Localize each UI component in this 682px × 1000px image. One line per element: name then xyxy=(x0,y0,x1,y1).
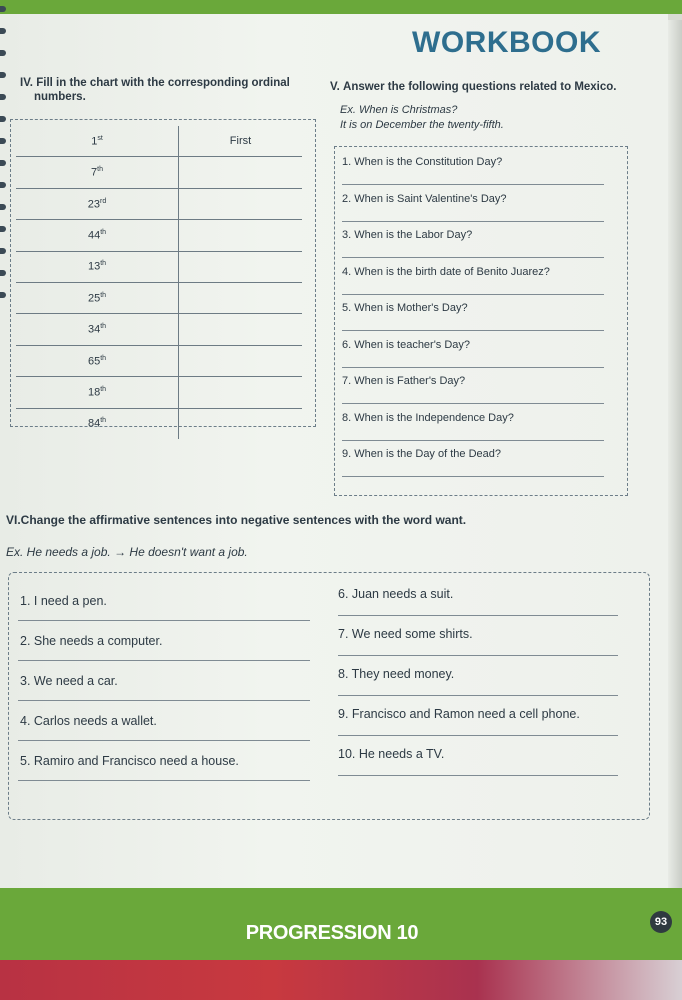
ordinal-word[interactable] xyxy=(179,282,303,313)
answer-line[interactable] xyxy=(18,660,310,661)
table-row xyxy=(16,408,302,439)
table-row xyxy=(16,377,302,408)
example-answer: It is on December the twenty-fifth. xyxy=(340,119,504,131)
question-text: 1. When is the Constitution Day? xyxy=(342,156,503,168)
ordinal-word[interactable] xyxy=(179,220,303,251)
ordinal-word[interactable]: First xyxy=(179,126,303,157)
answer-line[interactable] xyxy=(342,294,604,295)
answer-line[interactable] xyxy=(338,735,618,736)
answer-line[interactable] xyxy=(18,740,310,741)
workbook-title: WORKBOOK xyxy=(412,26,601,59)
ordinal-number: 7th xyxy=(16,157,179,188)
ordinal-number: 25th xyxy=(16,282,179,313)
question-text: 9. When is the Day of the Dead? xyxy=(342,448,501,460)
answer-line[interactable] xyxy=(342,476,604,477)
table-row xyxy=(16,251,302,282)
sentence-text: 3. We need a car. xyxy=(20,674,118,688)
table-row xyxy=(16,282,302,313)
ordinal-number: 65th xyxy=(16,345,179,376)
question-text: 6. When is teacher's Day? xyxy=(342,338,471,351)
ordinal-number: 44th xyxy=(16,220,179,251)
answer-line[interactable] xyxy=(342,330,604,331)
section-v-title: V. Answer the following questions related to Mexico. xyxy=(330,81,617,93)
sentence-text: 1. I need a pen. xyxy=(20,594,107,608)
answer-line[interactable] xyxy=(338,655,618,656)
sentence-text: 8. They need money. xyxy=(338,667,455,681)
table-row xyxy=(16,314,302,345)
answer-line[interactable] xyxy=(338,775,618,776)
top-green-bar xyxy=(0,0,682,14)
ordinal-number: 84th xyxy=(16,408,179,439)
ordinal-word[interactable] xyxy=(179,408,303,439)
question-text: 2. When is Saint Valentine's Day? xyxy=(342,192,507,205)
ordinal-word[interactable] xyxy=(179,345,303,376)
answer-line[interactable] xyxy=(338,615,618,616)
sentence-text: 9. Francisco and Ramon need a cell phone. xyxy=(338,707,580,721)
ordinal-word[interactable] xyxy=(179,251,303,282)
question-text: 3. When is the Labor Day? xyxy=(342,229,473,241)
table-row xyxy=(16,126,302,157)
sentence-text: 4. Carlos needs a wallet. xyxy=(20,714,157,728)
answer-line[interactable] xyxy=(342,221,604,222)
sentence-text: 5. Ramiro and Francisco need a house. xyxy=(20,754,239,768)
sentence-text: 10. He needs a TV. xyxy=(338,747,445,761)
section-vi-title: VI.Change the affirmative sentences into negative sentences with the word want. xyxy=(6,513,467,527)
table-row xyxy=(16,345,302,376)
ordinal-word[interactable] xyxy=(179,157,303,188)
ordinal-number: 23rd xyxy=(16,188,179,219)
question-text: 8. When is the Independence Day? xyxy=(342,411,514,424)
bottom-strip xyxy=(0,960,682,1000)
table-row xyxy=(16,157,302,188)
answer-line[interactable] xyxy=(342,184,604,185)
section-vi-box xyxy=(8,572,650,820)
table-row xyxy=(16,188,302,219)
answer-line[interactable] xyxy=(18,620,310,621)
sentence-text: 6. Juan needs a suit. xyxy=(338,587,454,601)
sentence-text: 2. She needs a computer. xyxy=(20,634,163,648)
sentence-text: 7. We need some shirts. xyxy=(338,627,473,641)
answer-line[interactable] xyxy=(342,367,604,368)
page-number: 93 xyxy=(650,911,672,933)
ordinal-word[interactable] xyxy=(179,314,303,345)
answer-line[interactable] xyxy=(342,257,604,258)
table-row xyxy=(16,220,302,251)
question-text: 4. When is the birth date of Benito Juarez? xyxy=(342,265,550,278)
answer-line[interactable] xyxy=(338,695,618,696)
ordinal-chart xyxy=(16,126,302,439)
ordinal-number: 18th xyxy=(16,377,179,408)
example-question: Ex. When is Christmas? xyxy=(340,104,458,116)
question-text: 7. When is Father's Day? xyxy=(342,375,466,387)
answer-line[interactable] xyxy=(342,403,604,404)
section-iv-title: IV. Fill in the chart with the corresponding ordinal numbers. xyxy=(20,77,290,103)
question-text: 5. When is Mother's Day? xyxy=(342,302,468,314)
ordinal-number: 34th xyxy=(16,314,179,345)
answer-line[interactable] xyxy=(342,440,604,441)
ordinal-word[interactable] xyxy=(179,377,303,408)
section-vi-example: Ex. He needs a job. → He doesn't want a job. xyxy=(6,545,248,559)
footer-label: PROGRESSION 10 xyxy=(245,922,419,944)
ordinal-number: 1st xyxy=(16,126,179,157)
ordinal-number: 13th xyxy=(16,251,179,282)
ordinal-word[interactable] xyxy=(179,188,303,219)
answer-line[interactable] xyxy=(18,700,310,701)
answer-line[interactable] xyxy=(18,780,310,781)
